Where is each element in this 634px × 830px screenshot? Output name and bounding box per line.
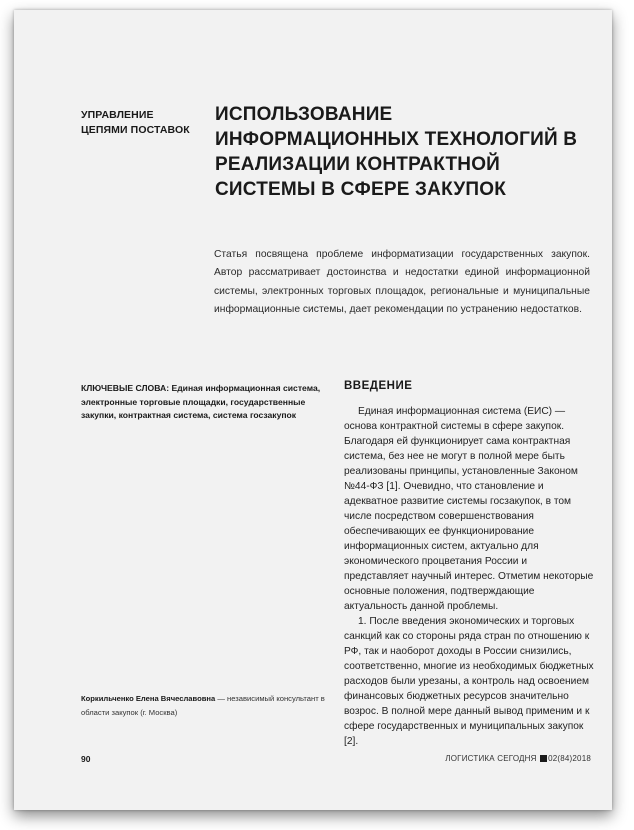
author-info xyxy=(81,692,331,719)
body-text xyxy=(344,404,594,749)
abstract: Статья посвящена проблеме информатизации государственных закупок. Автор рассматривает достоинства и недостатки единой информационной системы, электронных торговых площадок, региональные и муниципальные информационные системы, дает рекомендации по устранению недостатков. xyxy=(214,249,590,316)
author-description: — независимый консультант в области закупок (г. Москва) xyxy=(81,694,325,717)
paragraph: 1. После введения экономических и торговых санкций как со стороны ряда стран по отношению к РФ, так и наоборот доходы в России снизились, соответственно, многие из необходимых бюджетных расходов были урезаны, а контроль над освоением финансовых бюджетных ресурсов значительно возрос. В полной мере данный вывод применим и к сфере государственных и муниципальных закупок [2]. xyxy=(344,616,594,747)
document-page xyxy=(14,10,612,810)
issue-number: 02(84)2018 xyxy=(548,754,591,763)
paragraph: Единая информационная система (ЕИС) — основа контрактной системы в сфере закупок. Благодаря ей функционирует сама контрактная система, без нее не могут в полной мере быть реализованы принципы, установленные Законом №44-ФЗ [1]. Очевидно, что становление и адекватное развитие системы госзакупок, в том числе посредством совершенствования обеспечивающих ее функционирование информационных систем, актуально для экономического процветания России и представляет научный интерес. Отметим некоторые основные положения, подтверждающие актуальность данной проблемы. xyxy=(344,406,594,612)
keywords xyxy=(81,382,331,423)
page-number: 90 xyxy=(81,754,91,764)
square-bullet-icon xyxy=(540,755,547,762)
section-heading: ВВЕДЕНИЕ xyxy=(344,380,413,392)
article-title: ИСПОЛЬЗОВАНИЕ ИНФОРМАЦИОННЫХ ТЕХНОЛОГИЙ В РЕАЛИЗАЦИИ КОНТРАКТНОЙ СИСТЕМЫ В СФЕРЕ ЗАКУПОК xyxy=(215,104,578,200)
journal-name: ЛОГИСТИКА СЕГОДНЯ xyxy=(445,754,537,763)
keywords-text: Единая информационная система, электронные торговые площадки, государственные закупки, контрактная система, система госзакупок xyxy=(81,383,321,420)
author-name: Коркильченко Елена Вячеславовна xyxy=(81,694,216,703)
keywords-label: КЛЮЧЕВЫЕ СЛОВА: xyxy=(81,383,170,393)
journal-footer xyxy=(445,754,591,763)
section-label: УПРАВЛЕНИЕ ЦЕПЯМИ ПОСТАВОК xyxy=(81,109,190,136)
